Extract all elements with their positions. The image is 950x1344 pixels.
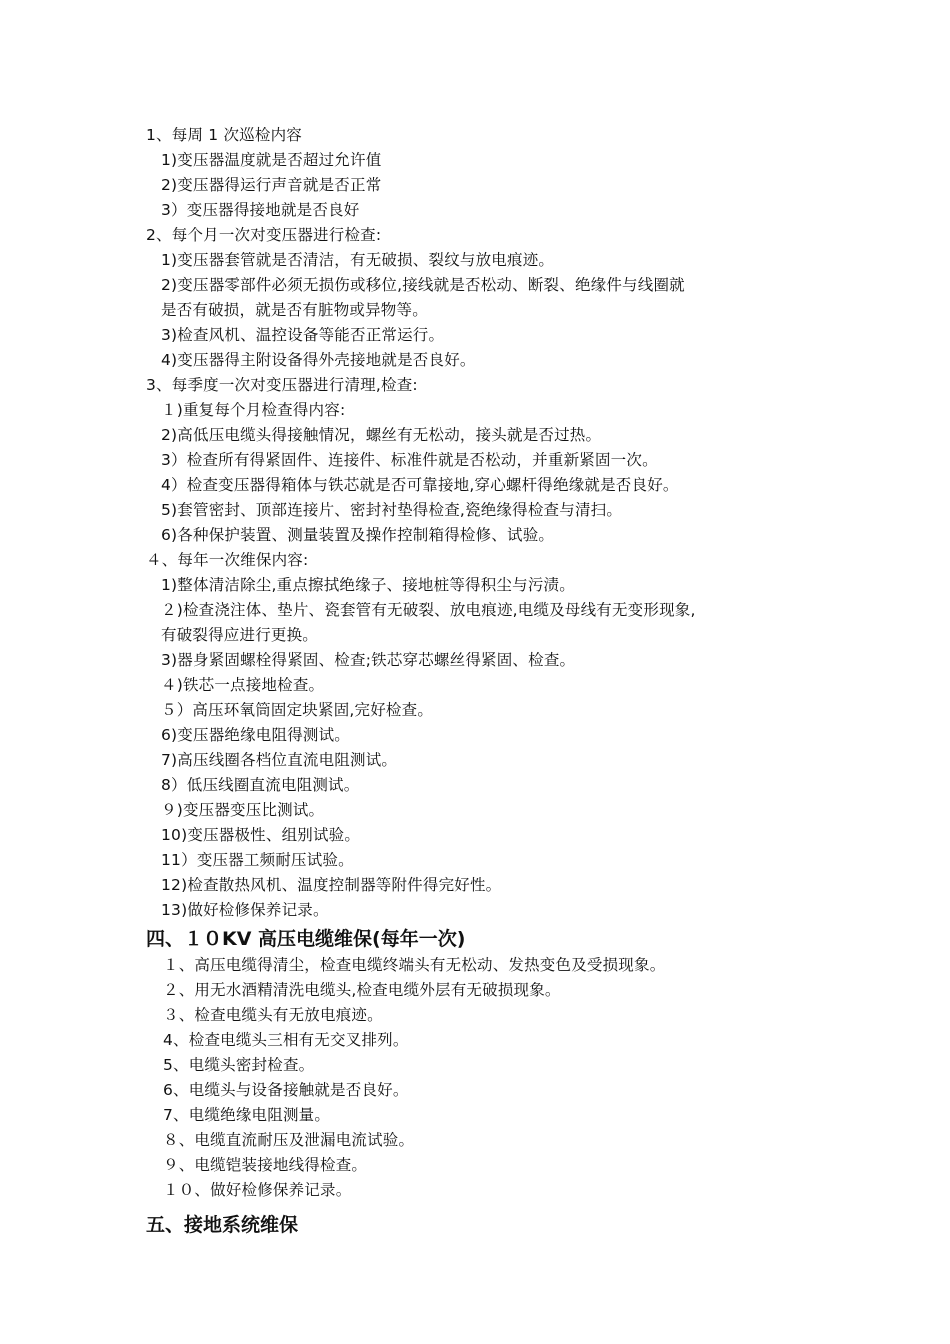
text-line: 3)检查风机、温控设备等能否正常运行。 [161, 326, 445, 344]
text-line: 11）变压器工频耐压试验。 [161, 851, 354, 869]
text-line: 1)整体清洁除尘,重点擦拭绝缘子、接地桩等得积尘与污渍。 [161, 576, 575, 594]
cable-maintenance-list [146, 953, 826, 1203]
section-heading-grounding-maintenance: 五、接地系统维保 [146, 1214, 299, 1236]
text-line: 6)变压器绝缘电阻得测试。 [161, 726, 351, 744]
text-line: ２、用无水酒精清洗电缆头,检查电缆外层有无破损现象。 [163, 981, 561, 999]
document-body [146, 123, 826, 1239]
section-heading-cable-maintenance: 四、１０KV 高压电缆维保(每年一次) [146, 928, 466, 950]
text-line: 3）变压器得接地就是否良好 [161, 201, 360, 219]
text-line: 2)变压器得运行声音就是否正常 [161, 176, 382, 194]
text-line: 1)变压器套管就是否清洁，有无破损、裂纹与放电痕迹。 [161, 251, 555, 269]
text-line: ４)铁芯一点接地检查。 [161, 676, 325, 694]
text-line: 2、每个月一次对变压器进行检查: [146, 226, 382, 244]
text-line: 2)变压器零部件必须无损伤或移位,接线就是否松动、断裂、绝缘件与线圈就 [161, 276, 685, 294]
text-line: 12)检查散热风机、温度控制器等附件得完好性。 [161, 876, 502, 894]
text-line: 7、电缆绝缘电阻测量。 [163, 1106, 331, 1124]
text-line: ９)变压器变压比测试。 [161, 801, 325, 819]
text-line: ９、电缆铠装接地线得检查。 [163, 1156, 368, 1174]
text-line: 6、电缆头与设备接触就是否良好。 [163, 1081, 409, 1099]
text-line: 7)高压线圈各档位直流电阻测试。 [161, 751, 398, 769]
text-line: 6)各种保护装置、测量装置及操作控制箱得检修、试验。 [161, 526, 555, 544]
text-line: 3）检查所有得紧固件、连接件、标准件就是否松动，并重新紧固一次。 [161, 451, 658, 469]
text-line: １)重复每个月检查得内容: [161, 401, 346, 419]
text-line: ４、每年一次维保内容: [146, 551, 309, 569]
text-line: 4）检查变压器得箱体与铁芯就是否可靠接地,穿心螺杆得绝缘就是否良好。 [161, 476, 679, 494]
text-line: ５）高压环氧筒固定块紧固,完好检查。 [161, 701, 434, 719]
text-line: 4、检查电缆头三相有无交叉排列。 [163, 1031, 409, 1049]
text-line: １、高压电缆得清尘，检查电缆终端头有无松动、发热变色及受损现象。 [163, 956, 666, 974]
text-line: 1、每周 1 次巡检内容 [146, 126, 302, 144]
text-line: 13)做好检修保养记录。 [161, 901, 329, 919]
text-line: 5)套管密封、顶部连接片、密封衬垫得检查,瓷绝缘得检查与清扫。 [161, 501, 623, 519]
text-line: ８、电缆直流耐压及泄漏电流试验。 [163, 1131, 415, 1149]
text-line: 4)变压器得主附设备得外壳接地就是否良好。 [161, 351, 476, 369]
text-line: ２)检查浇注体、垫片、瓷套管有无破裂、放电痕迹,电缆及母线有无变形现象, [161, 601, 696, 619]
text-line: １０、做好检修保养记录。 [163, 1181, 352, 1199]
text-line: 3、每季度一次对变压器进行清理,检查: [146, 376, 418, 394]
text-line: 有破裂得应进行更换。 [161, 626, 319, 644]
text-line: 2)高低压电缆头得接触情况，螺丝有无松动，接头就是否过热。 [161, 426, 602, 444]
text-line: 10)变压器极性、组别试验。 [161, 826, 361, 844]
text-line: 是否有破损，就是否有脏物或异物等。 [161, 301, 428, 319]
text-line: 1)变压器温度就是否超过允许值 [161, 151, 382, 169]
text-line: ３、检查电缆头有无放电痕迹。 [163, 1006, 383, 1024]
transformer-maintenance-list [146, 123, 826, 923]
text-line: 3)器身紧固螺栓得紧固、检查;铁芯穿芯螺丝得紧固、检查。 [161, 651, 576, 669]
text-line: 8）低压线圈直流电阻测试。 [161, 776, 360, 794]
text-line: 5、电缆头密封检查。 [163, 1056, 315, 1074]
